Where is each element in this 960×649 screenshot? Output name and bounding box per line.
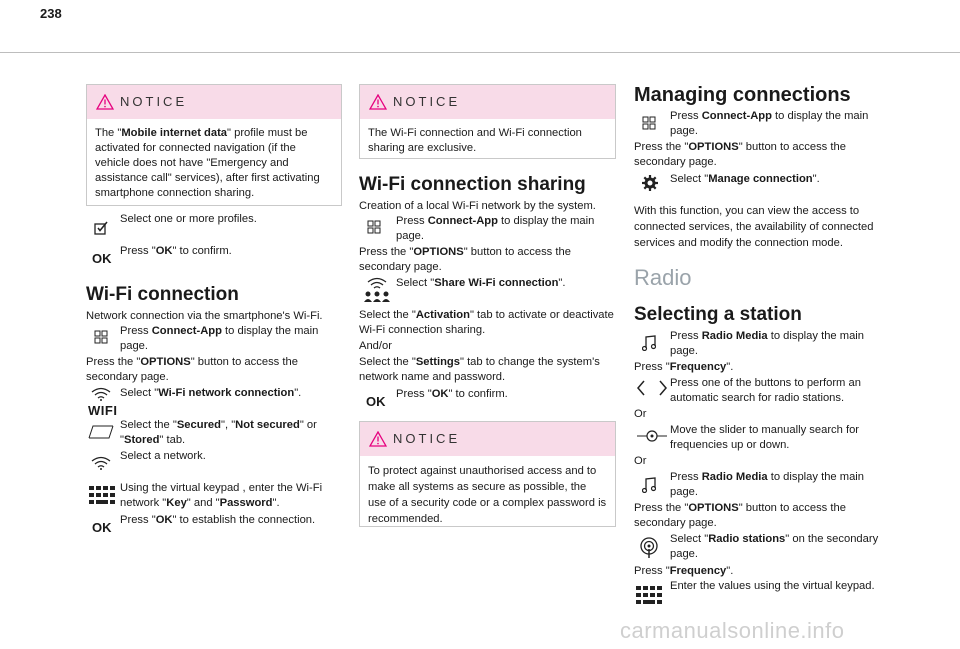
select-wifi-network-connection-text: Select "Wi-Fi network connection".: [120, 387, 302, 399]
keypad-icon: [636, 586, 662, 604]
notice-title: NOTICE: [393, 431, 461, 446]
watermark: carmanualsonline.info: [620, 618, 845, 643]
grid-app-icon: [642, 116, 656, 130]
checkbox-edit-icon: [93, 220, 109, 236]
wifi-sharing-icon: [364, 277, 390, 307]
notice-title: NOTICE: [393, 94, 461, 109]
slider-icon: [637, 429, 667, 443]
grid-app-icon: [94, 330, 108, 344]
activation-tab-text: Select the "Activation" tab to activate or deactivate Wi-Fi connection sharing.: [359, 309, 614, 336]
press-connect-app-text: Press Connect-App to display the main page.: [120, 325, 319, 352]
gear-icon: [641, 174, 659, 192]
select-share-wifi-text: Select "Share Wi-Fi connection".: [396, 277, 566, 289]
or-text: Or: [634, 408, 647, 420]
keypad-enter-text: Using the virtual keypad , enter the Wi-Fi network "Key" and "Password".: [120, 482, 323, 509]
press-options-text: Press the "OPTIONS" button to access the secondary page.: [634, 141, 846, 168]
notice-box-exclusive: [359, 84, 616, 159]
press-radio-media-text: Press Radio Media to display the main page.: [670, 330, 864, 357]
press-ok-confirm-text: Press "OK" to confirm.: [396, 388, 508, 400]
grid-app-icon: [367, 220, 381, 234]
or-text: Or: [634, 455, 647, 467]
select-profiles-text: Select one or more profiles.: [120, 213, 257, 225]
wifi-intro-text: Network connection via the smartphone's Wi-Fi.: [86, 310, 323, 322]
press-ok-establish-text: Press "OK" to establish the connection.: [120, 514, 316, 526]
andor-text: And/or: [359, 340, 392, 352]
chevron-left-right-icon: [637, 380, 667, 396]
warning-triangle-icon: [96, 94, 114, 110]
ok-icon: OK: [366, 394, 386, 409]
press-options-text: Press the "OPTIONS" button to access the secondary page.: [86, 356, 298, 383]
music-note-icon: [642, 335, 656, 351]
sharing-intro-text: Creation of a local Wi-Fi network by the system.: [359, 200, 596, 212]
top-rule: [0, 52, 960, 53]
manage-description-text: With this function, you can view the access to connected services, the availability of connected services and modify the connection mode.: [634, 205, 874, 249]
tab-icon: [88, 424, 114, 440]
notice-box-mobile-data: [86, 84, 342, 206]
radio-station-icon: [639, 537, 659, 559]
radio-heading: Radio: [634, 265, 692, 290]
settings-tab-text: Select the "Settings" tab to change the system's network name and password.: [359, 356, 600, 383]
warning-triangle-icon: [369, 94, 387, 110]
press-frequency-text: Press "Frequency".: [634, 565, 734, 577]
select-tab-text: Select the "Secured", "Not secured" or "Stored" tab.: [120, 419, 317, 446]
enter-values-text: Enter the values using the virtual keypad.: [670, 580, 875, 592]
managing-connections-heading: Managing connections: [634, 84, 851, 106]
select-radio-stations-text: Select "Radio stations" on the secondary page.: [670, 533, 879, 560]
wifi-label-icon: WIFI: [88, 403, 118, 418]
press-options-text: Press the "OPTIONS" button to access the secondary page.: [359, 246, 571, 273]
slider-text: Move the slider to manually search for frequencies up or down.: [670, 424, 860, 451]
keypad-icon: [89, 486, 115, 504]
press-ok-confirm-text: Press "OK" to confirm.: [120, 245, 232, 257]
warning-triangle-icon: [369, 431, 387, 447]
select-network-text: Select a network.: [120, 450, 206, 462]
press-frequency-text: Press "Frequency".: [634, 361, 734, 373]
press-connect-app-text: Press Connect-App to display the main page.: [670, 110, 869, 137]
select-manage-connection-text: Select "Manage connection".: [670, 173, 820, 185]
notice-title: NOTICE: [120, 94, 188, 109]
page-number: 238: [40, 6, 62, 21]
wifi-icon: [91, 387, 111, 401]
auto-search-text: Press one of the buttons to perform an automatic search for radio stations.: [670, 377, 861, 404]
wifi-network-icon: [91, 456, 111, 470]
notice-body: The "Mobile internet data" profile must be activated for connected navigation (if the vehicle does not have "Emergency and assistance call" services), after first activating smartphone connection sharing.: [95, 127, 320, 199]
press-options-text: Press the "OPTIONS" button to access the secondary page.: [634, 502, 846, 529]
music-note-icon: [642, 477, 656, 493]
ok-icon: OK: [92, 251, 112, 266]
notice-body: The Wi-Fi connection and Wi-Fi connection sharing are exclusive.: [368, 127, 582, 154]
wifi-sharing-heading: Wi-Fi connection sharing: [359, 174, 586, 195]
ok-icon: OK: [92, 520, 112, 535]
notice-body: To protect against unauthorised access and to make all systems as secure as possible, the use of a security code or a complex password is recommended.: [368, 465, 607, 525]
press-radio-media-text: Press Radio Media to display the main page.: [670, 471, 864, 498]
press-connect-app-text: Press Connect-App to display the main page.: [396, 215, 595, 242]
wifi-connection-heading: Wi-Fi connection: [86, 284, 239, 305]
notice-box-security: [359, 421, 616, 527]
selecting-station-heading: Selecting a station: [634, 304, 802, 325]
